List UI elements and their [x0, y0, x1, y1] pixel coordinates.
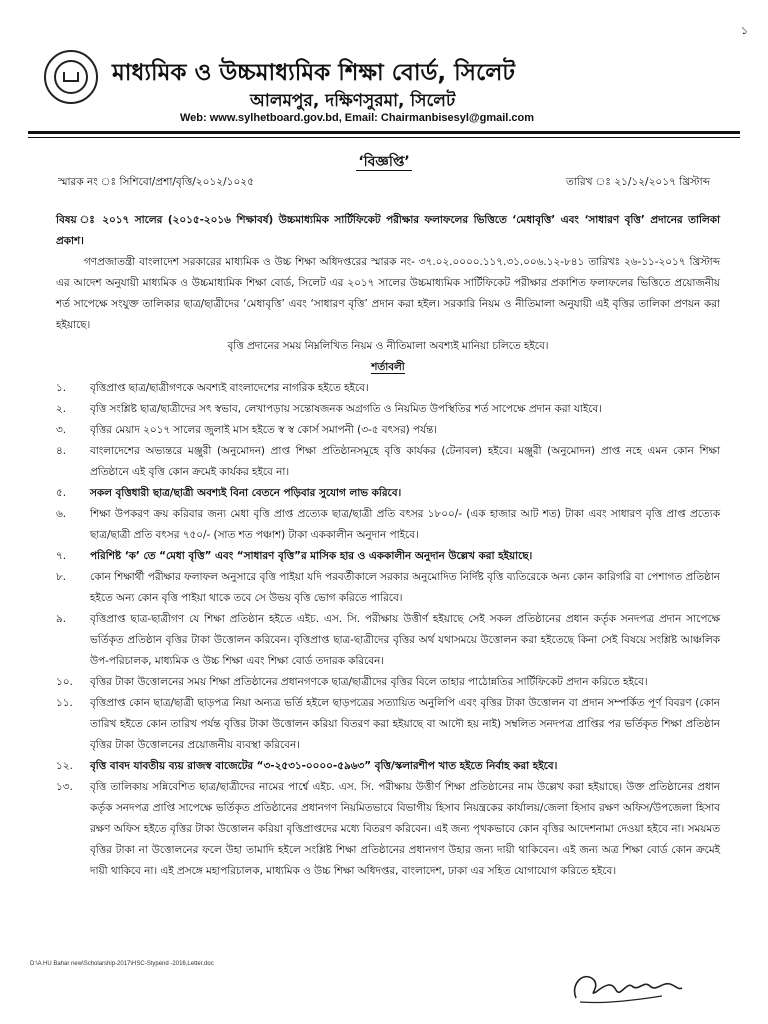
board-address: আলমপুর, দক্ষিণসুরমা, সিলেট — [250, 91, 456, 111]
condition-text: বৃত্তির টাকা উত্তোলনের সময় শিক্ষা প্রতিষ্ঠানের প্রধানগণকে ছাত্র/ছাত্রীদের বৃত্তির বিলে তাহার পাঠোন্নতির সার্টিফিকেট প্রদান করিতে হইবে। — [90, 676, 648, 688]
board-logo — [44, 50, 98, 104]
condition-number: ১১. — [56, 697, 73, 709]
condition-text: বাংলাদেশের অভ্যন্তরে মঞ্জুরী (অনুমোদন) প্রাপ্ত শিক্ষা প্রতিষ্ঠানসমূহে বৃত্তি কার্যকর (টেনাবল) হইবে। মঞ্জুরী (অনুমোদন) প্রাপ্ত নহে এমন কোন শিক্ষা প্রতিষ্ঠানে এই বৃত্তি কোন ক্রমেই কার্যকর হইবে না। — [90, 445, 720, 478]
condition-number: ৩. — [56, 424, 67, 436]
intro-paragraph: গণপ্রজাতন্ত্রী বাংলাদেশ সরকারের মাধ্যমিক ও উচ্চ শিক্ষা অধিদপ্তরের স্মারক নং- ৩৭.০২.০০০০.১১৭.৩১.০০৬.১২-৮৪১ তারিখঃ ২৬-১১-২০১৭ খ্রিস্টাব্দ এর আদেশ অনুযায়ী মাধ্যমিক ও উচ্চমাধ্যমিক শিক্ষা বোর্ড, সিলেট এর ২০১৭ সালের উচ্চমাধ্যমিক সার্টিফিকেট পরীক্ষার প্রকাশিত ফলাফলের ভিত্তিতে প্রয়োজনীয় শর্ত সাপেক্ষে সংযুক্ত তালিকার ছাত্র/ছাত্রীদের ‘মেধাবৃত্তি’ এবং ‘সাধারণ বৃত্তি’ প্রদান করা হইল। সরকারি নিয়ম ও নীতিমালা অনুযায়ী এই বৃত্তির তালিকা প্রণয়ন করা হইয়াছে। — [56, 256, 720, 331]
condition-text: বৃত্তি তালিকায় সন্নিবেশিত ছাত্র/ছাত্রীদের নামের পার্শ্বে এইচ. এস. সি. পরীক্ষায় উত্তীর্ণ শিক্ষা প্রতিষ্ঠানের নাম উল্লেখ করা হইয়াছে। উক্ত প্রতিষ্ঠানের প্রধান কর্তৃক সনদপত্র প্রাপ্তি সাপেক্ষে ভর্তিকৃত প্রতিষ্ঠানের প্রধানগণ নিয়মিতভাবে বিভাগীয় হিসাব নিয়ন্ত্রকের কার্যালয়/জেলা হিসাব রক্ষণ অফিস/উপজেলা হিসাব রক্ষণ অফিস হইতে বৃত্তির টাকা উত্তোলন করিয়া বৃত্তিপ্রাপ্তদের মধ্যে বিতরণ করিবেন। এই জন্য পৃথকভাবে কোন বৃত্তির আদেশনামা দেওয়া হইবে না। সময়মত বৃত্তির টাকা না উত্তোলনের ফলে উহা তামাদি হইলে সংশ্লিষ্ট শিক্ষা প্রতিষ্ঠানের প্রধানগণ উহার জন্য দায়ী থাকিবেন। এই জন্য অত্র শিক্ষা বোর্ড কোন ক্রমেই দায়ী থাকিবে না। এই প্রসঙ্গে মহাপরিচালক, মাধ্যমিক ও উচ্চ শিক্ষা অধিদপ্তর, বাংলাদেশ, ঢাকা এর সহিত যোগাযোগ করিতে হইবে। — [90, 781, 720, 877]
condition-item — [56, 420, 720, 441]
condition-text: বৃত্তি সংশ্লিষ্ট ছাত্র/ছাত্রীদের সৎ স্বভাব, লেখাপড়ায় সন্তোষজনক অগ্রগতি ও নিয়মিত উপস্থিতির শর্ত সাপেক্ষে প্রদান করা যাইবে। — [90, 403, 602, 415]
condition-number: ১. — [56, 382, 67, 394]
condition-item — [56, 693, 720, 756]
conditions-title: শর্তাবলী — [371, 361, 405, 373]
condition-text: বৃত্তির মেয়াদ ২০১৭ সালের জুলাই মাস হইতে স্ব স্ব কোর্স সমাপনী (৩-৫ বৎসর) পর্যন্ত। — [90, 424, 437, 436]
condition-number: ৭. — [56, 550, 67, 562]
condition-text: বৃত্তিপ্রাপ্ত ছাত্র/ছাত্রীগণকে অবশ্যই বাংলাদেশের নাগরিক হইতে হইবে। — [90, 382, 369, 394]
condition-item — [56, 609, 720, 672]
memo-number: স্মারক নং ঃ সিশিবো/প্রশা/বৃত্তি/২০১২/১০২৫ — [58, 176, 254, 188]
condition-text: সকল বৃত্তিধারী ছাত্র/ছাত্রী অবশ্যই বিনা বেতনে পড়িবার সুযোগ লাভ করিবে। — [90, 487, 402, 499]
condition-item — [56, 441, 720, 483]
notice-body — [56, 210, 720, 882]
condition-number: ৪. — [56, 445, 67, 457]
condition-item — [56, 672, 720, 693]
condition-number: ৮. — [56, 571, 67, 583]
subject-line — [56, 210, 720, 252]
condition-item — [56, 777, 720, 882]
condition-number: ৬. — [56, 508, 67, 520]
condition-item — [56, 399, 720, 420]
condition-item — [56, 567, 720, 609]
notice-title: ‘বিজ্ঞপ্তি’ — [358, 154, 410, 170]
condition-text: শিক্ষা উপকরণ ক্রয় করিবার জন্য মেধা বৃত্তি প্রাপ্ত প্রত্যেক ছাত্র/ছাত্রী প্রতি বৎসর ১৮০০/- (এক হাজার আট শত) টাকা এবং সাধারণ বৃত্তি প্রাপ্ত প্রত্যেক ছাত্র/ছাত্রী প্রতি বৎসর ৭৫০/- (সাত শত পঞ্চাশ) টাকা এককালীন অনুদান পাইবে। — [90, 508, 720, 541]
header-rule-thin — [28, 137, 740, 138]
board-web-email: Web: www.sylhetboard.gov.bd, Email: Chairmanbisesyl@gmail.com — [180, 112, 535, 124]
condition-text: পরিশিষ্ট ‘ক’ তে “মেধা বৃত্তি” এবং “সাধারণ বৃত্তি”র মাসিক হার ও এককালীন অনুদান উল্লেখ করা হইয়াছে। — [90, 550, 533, 562]
condition-number: ১৩. — [56, 781, 73, 793]
subject-label: বিষয় ঃ — [56, 214, 97, 226]
board-name: মাধ্যমিক ও উচ্চমাধ্যমিক শিক্ষা বোর্ড, সিলেট — [112, 60, 515, 86]
header-rule — [28, 131, 740, 134]
page-number: ১ — [740, 24, 748, 37]
condition-number: ১০. — [56, 676, 73, 688]
file-path: D:\A HU Bahar new\Scholarship-2017\HSC-Stypend -2016,Letter.doc — [30, 961, 214, 967]
rules-note: বৃত্তি প্রদানের সময় নিম্নলিখিত নিয়ম ও নীতিমালা অবশ্যই মানিয়া চলিতে হইবে। — [227, 340, 549, 352]
condition-text: বৃত্তি বাবদ যাবতীয় ব্যয় রাজস্ব বাজেটের “৩-২৫৩১-০০০০-৫৯৬৩” বৃত্তি/স্কলারশীপ খাত হইতে নির্বাহ করা হইবে। — [90, 760, 558, 772]
condition-text: কোন শিক্ষার্থী পরীক্ষার ফলাফল অনুসারে বৃত্তি পাইয়া যদি পরবর্তীকালে সরকার অনুমোদিত নির্দিষ্ট বৃত্তি ব্যতিরেকে অন্য কোন কারিগরি বা পেশাগত প্রতিষ্ঠান হইতে অন্য কোন বৃত্তি পাইয়া থাকে তবে সে উভয় বৃত্তি ভোগ করিতে পারিবে। — [90, 571, 720, 604]
subject-text: ২০১৭ সালের (২০১৫-২০১৬ শিক্ষাবর্ষ) উচ্চমাধ্যমিক সার্টিফিকেট পরীক্ষার ফলাফলের ভিত্তিতে ‘মেধাবৃত্তি’ এবং ‘সাধারণ বৃত্তি’ প্রদানের তালিকা প্রকাশ। — [56, 214, 720, 247]
condition-number: ৫. — [56, 487, 67, 499]
condition-item — [56, 756, 720, 777]
condition-item — [56, 378, 720, 399]
signature — [566, 962, 686, 1010]
conditions-list — [56, 378, 720, 882]
condition-item — [56, 546, 720, 567]
condition-number: ৯. — [56, 613, 67, 625]
notice-date: তারিখ ঃ ২১/১২/২০১৭ খ্রিস্টাব্দ — [565, 176, 710, 188]
condition-number: ২. — [56, 403, 67, 415]
condition-text: বৃত্তিপ্রাপ্ত ছাত্র-ছাত্রীগণ যে শিক্ষা প্রতিষ্ঠান হইতে এইচ. এস. সি. পরীক্ষায় উত্তীর্ণ হইয়াছে সেই সকল প্রতিষ্ঠানের প্রধান কর্তৃক সনদপত্র প্রদান সাপেক্ষে ভর্তিকৃত প্রতিষ্ঠান বৃত্তির টাকা উত্তোলন করিবেন। বৃত্তিপ্রাপ্ত ছাত্র-ছাত্রীদের বৃত্তির অর্থ যথাসময়ে উত্তোলন করা হইতেছে কিনা সেই বিষয়ে সংশ্লিষ্ট আঞ্চলিক উপ-পরিচালক, মাধ্যমিক ও উচ্চ শিক্ষা এবং শিক্ষা বোর্ড তদারক করিবেন। — [90, 613, 720, 667]
condition-item — [56, 504, 720, 546]
condition-number: ১২. — [56, 760, 73, 772]
condition-text: বৃত্তিপ্রাপ্ত কোন ছাত্র/ছাত্রী ছাড়পত্র নিয়া অন্যত্র ভর্তি হইলে ছাড়পত্রের সত্যায়িত অনুলিপি এবং বৃত্তির টাকা উত্তোলন বা প্রদান সম্পর্কিত পূর্ণ বিবরণ (কোন তারিখ হইতে কোন তারিখ পর্যন্ত বৃত্তির টাকা উত্তোলন করিয়া বিতরণ করা হইয়াছে বা আদৌ হয় নাই) সম্বলিত সনদপত্র প্রাপ্তির পর ভর্তিকৃত শিক্ষা প্রতিষ্ঠান বৃত্তির টাকা উত্তোলনের প্রয়োজনীয় ব্যবস্থা করিবেন। — [90, 697, 720, 751]
condition-item — [56, 483, 720, 504]
